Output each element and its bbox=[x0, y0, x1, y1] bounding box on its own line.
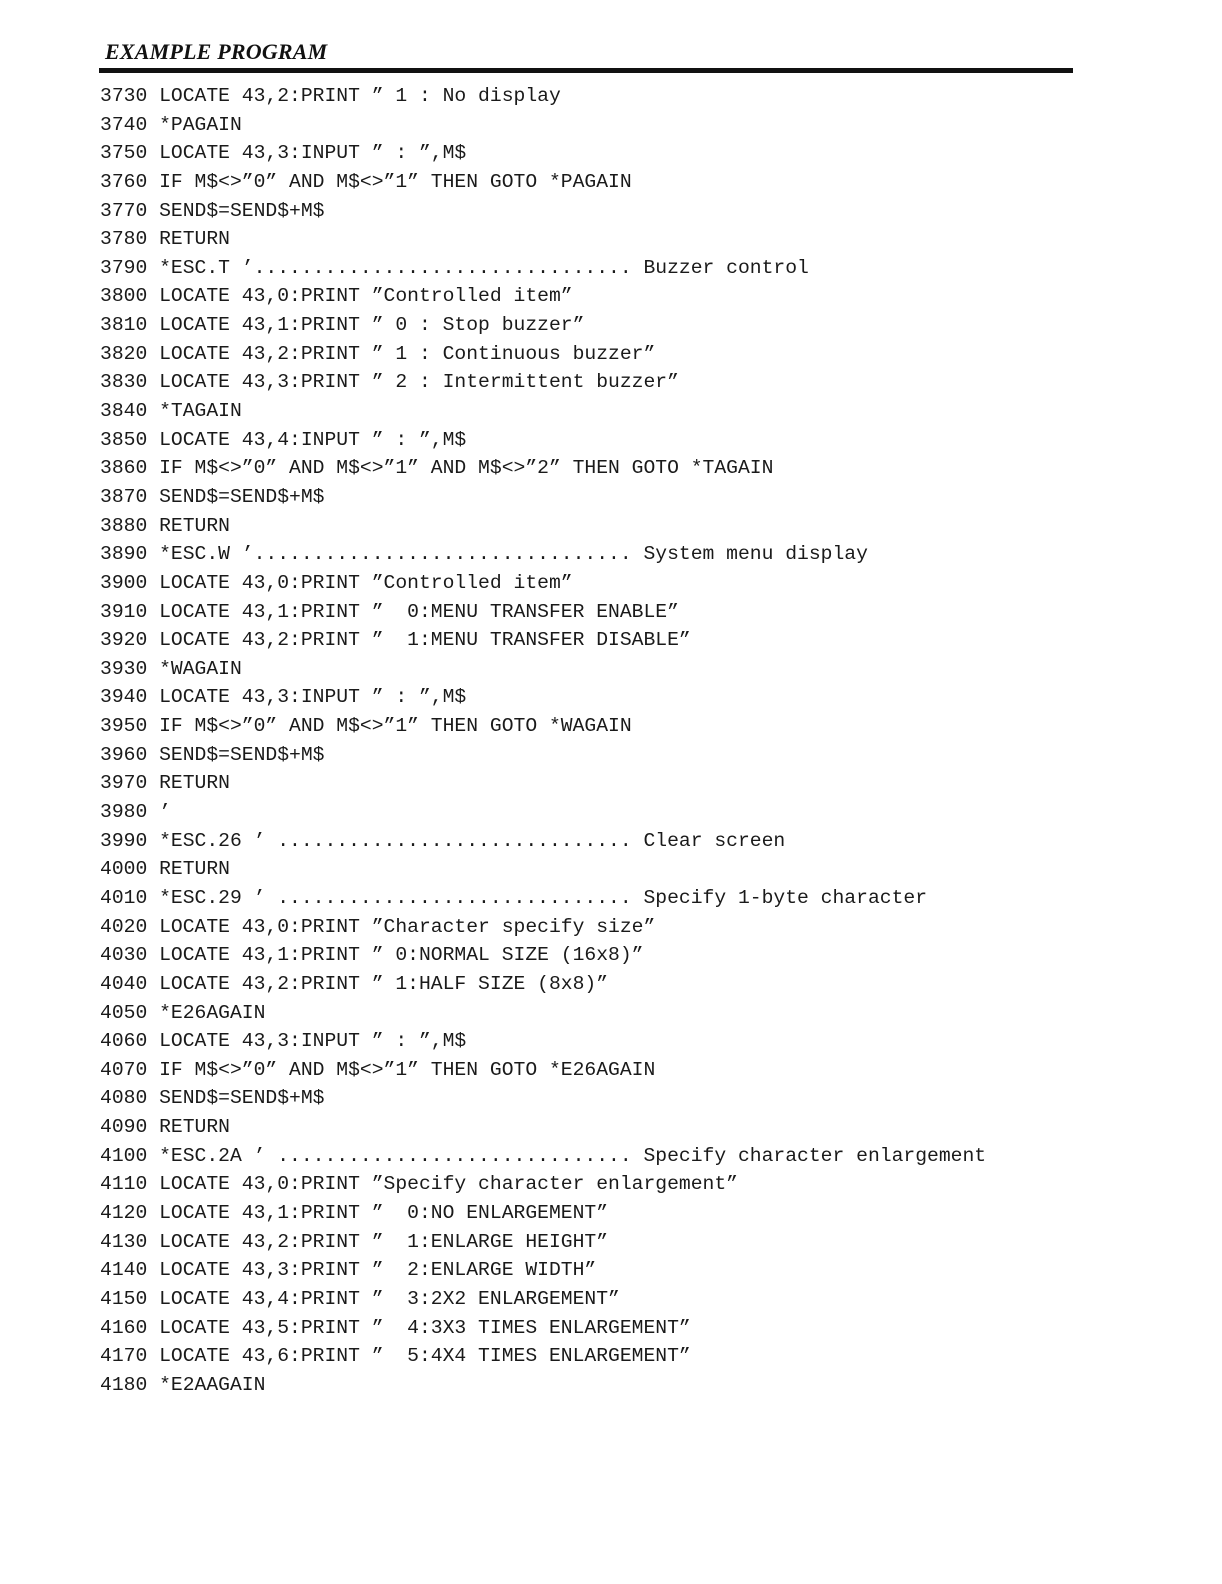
code-line: 4140 LOCATE 43,3:PRINT ” 2:ENLARGE WIDTH” bbox=[100, 1259, 597, 1282]
code-line: 3890 *ESC.W ’................................ System menu display bbox=[100, 543, 868, 566]
header-rule bbox=[99, 68, 1073, 73]
code-line: 4070 IF M$<>”0” AND M$<>”1” THEN GOTO *E26AGAIN bbox=[100, 1058, 656, 1081]
code-line: 4090 RETURN bbox=[100, 1116, 230, 1139]
code-line: 4180 *E2AAGAIN bbox=[100, 1373, 266, 1396]
code-line: 3750 LOCATE 43,3:INPUT ” : ”,M$ bbox=[100, 142, 467, 165]
code-line: 3850 LOCATE 43,4:INPUT ” : ”,M$ bbox=[100, 428, 467, 451]
code-line: 3870 SEND$=SEND$+M$ bbox=[100, 485, 325, 508]
code-line: 4120 LOCATE 43,1:PRINT ” 0:NO ENLARGEMENT” bbox=[100, 1201, 609, 1224]
code-line: 4000 RETURN bbox=[100, 858, 230, 881]
code-line: 3840 *TAGAIN bbox=[100, 400, 242, 423]
code-line: 4060 LOCATE 43,3:INPUT ” : ”,M$ bbox=[100, 1030, 467, 1053]
code-line: 3830 LOCATE 43,3:PRINT ” 2 : Intermittent buzzer” bbox=[100, 371, 679, 394]
code-line: 3960 SEND$=SEND$+M$ bbox=[100, 743, 325, 766]
code-line: 4150 LOCATE 43,4:PRINT ” 3:2X2 ENLARGEMENT” bbox=[100, 1287, 620, 1310]
code-line: 4100 *ESC.2A ’ .............................. Specify character enlargement bbox=[100, 1144, 987, 1167]
code-line: 3820 LOCATE 43,2:PRINT ” 1 : Continuous buzzer” bbox=[100, 342, 656, 365]
code-line: 4050 *E26AGAIN bbox=[100, 1001, 266, 1024]
code-line: 4130 LOCATE 43,2:PRINT ” 1:ENLARGE HEIGHT” bbox=[100, 1230, 609, 1253]
code-line: 3740 *PAGAIN bbox=[100, 113, 242, 136]
code-line: 3730 LOCATE 43,2:PRINT ” 1 : No display bbox=[100, 85, 561, 107]
code-line: 3930 *WAGAIN bbox=[100, 657, 242, 680]
code-line: 3780 RETURN bbox=[100, 228, 230, 251]
code-line: 3910 LOCATE 43,1:PRINT ” 0:MENU TRANSFER ENABLE” bbox=[100, 600, 679, 623]
code-line: 3860 IF M$<>”0” AND M$<>”1” AND M$<>”2” THEN GOTO *TAGAIN bbox=[100, 457, 774, 480]
code-line: 3970 RETURN bbox=[100, 772, 230, 795]
code-line: 4160 LOCATE 43,5:PRINT ” 4:3X3 TIMES ENLARGEMENT” bbox=[100, 1316, 691, 1339]
code-line: 3810 LOCATE 43,1:PRINT ” 0 : Stop buzzer” bbox=[100, 314, 585, 337]
code-line: 3760 IF M$<>”0” AND M$<>”1” THEN GOTO *PAGAIN bbox=[100, 170, 632, 193]
code-line: 3770 SEND$=SEND$+M$ bbox=[100, 199, 325, 222]
code-line: 3790 *ESC.T ’................................ Buzzer control bbox=[100, 256, 809, 279]
code-line: 4080 SEND$=SEND$+M$ bbox=[100, 1087, 325, 1110]
code-line: 4040 LOCATE 43,2:PRINT ” 1:HALF SIZE (8x8)” bbox=[100, 972, 609, 995]
code-line: 3990 *ESC.26 ’ .............................. Clear screen bbox=[100, 829, 786, 852]
code-line: 4030 LOCATE 43,1:PRINT ” 0:NORMAL SIZE (16x8)” bbox=[100, 944, 644, 967]
code-line: 3980 ’ bbox=[100, 801, 171, 824]
code-line: 3880 RETURN bbox=[100, 514, 230, 537]
code-line: 3800 LOCATE 43,0:PRINT ”Controlled item” bbox=[100, 285, 573, 308]
code-line: 4110 LOCATE 43,0:PRINT ”Specify character enlargement” bbox=[100, 1173, 738, 1196]
program-listing bbox=[100, 82, 1100, 1399]
code-line: 4170 LOCATE 43,6:PRINT ” 5:4X4 TIMES ENLARGEMENT” bbox=[100, 1345, 691, 1368]
code-line: 3900 LOCATE 43,0:PRINT ”Controlled item” bbox=[100, 571, 573, 594]
code-line: 3940 LOCATE 43,3:INPUT ” : ”,M$ bbox=[100, 686, 467, 709]
page-header-title: EXAMPLE PROGRAM bbox=[105, 39, 328, 64]
code-line: 4010 *ESC.29 ’ .............................. Specify 1-byte character bbox=[100, 886, 928, 909]
code-line: 4020 LOCATE 43,0:PRINT ”Character specify size” bbox=[100, 915, 656, 938]
code-line: 3920 LOCATE 43,2:PRINT ” 1:MENU TRANSFER DISABLE” bbox=[100, 629, 691, 652]
code-line: 3950 IF M$<>”0” AND M$<>”1” THEN GOTO *WAGAIN bbox=[100, 715, 632, 738]
